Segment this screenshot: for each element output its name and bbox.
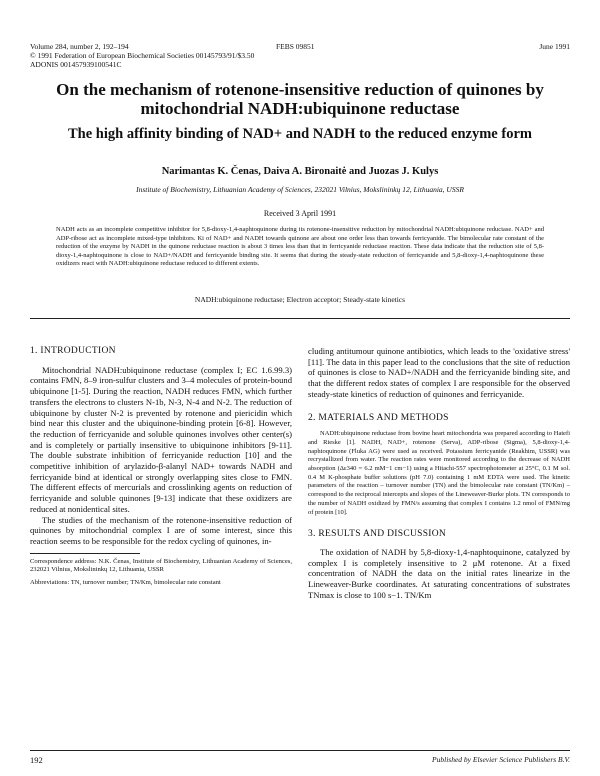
footer-divider bbox=[30, 750, 570, 751]
authors: Narimantas K. Čenas, Daiva A. Bironaitė and Juozas J. Kulys bbox=[161, 166, 439, 177]
issue-date: June 1991 bbox=[539, 42, 570, 51]
received-date: Received 3 April 1991 bbox=[263, 209, 337, 218]
affiliation: Institute of Biochemistry, Lithuanian Academy of Sciences, 232021 Vilnius, Mokslininkų 12, Lithuania, USSR bbox=[136, 185, 464, 194]
right-column bbox=[308, 346, 570, 600]
page-number: 192 bbox=[30, 755, 43, 765]
intro-paragraph-2: The studies of the mechanism of the rotenone-insensitive reduction of quinones by mitochondrial complex I are of some interest, since this reaction seems to be responsible for the redox cycling of quinones, in- bbox=[30, 514, 292, 546]
publisher-line: Published by Elsevier Science Publishers B.V. bbox=[432, 755, 570, 764]
intro-heading: 1. INTRODUCTION bbox=[30, 346, 116, 356]
correspondence-footnote: Correspondence address: N.K. Čenas, Institute of Biochemistry, Lithuanian Academy of Sciences, 232021 Vilnius, Mokslininkų 12, Lithuania, USSR bbox=[30, 557, 292, 573]
adonis-code: ADONIS 001457939100541C bbox=[30, 60, 122, 69]
paper-title: On the mechanism of rotenone-insensitive reduction of quinones by mitochondrial NADH:ubiquinone reductase bbox=[56, 80, 544, 118]
abstract: NADH acts as an incomplete competitive inhibitor for 5,8-dioxy-1,4-naphtoquinone during its rotenone-insensitive reduction by mitochondrial NADH:ubiquinone reductase. NAD+ and ADP-ribose act as incomplete mixed-type inhibitors. Ki of NAD+ and NADH towards quinone are about one order less than towards ferricyanide. The bimolecular rate constant of the reduction of the enzyme by NADH in the quinone reductase reaction is about 3 times less than that in ferricyanide reductase reaction. These data indicate that the reduction site of 5,8-dioxy-1,4-naphtoquinone is close to NAD+/NADH and ferricyanide binding site. It seems that during the steady-state reduction of ferricyanide and 5,8-dioxy-1,4-naphtoquinone these oxidizers react with NADH:ubiquinone reductase reduced to different extents. bbox=[56, 226, 544, 267]
results-heading: 3. RESULTS AND DISCUSSION bbox=[308, 529, 447, 540]
journal-volume: Volume 284, number 2, 192–194 bbox=[30, 42, 129, 51]
header-divider bbox=[30, 318, 570, 319]
methods-heading: 2. MATERIALS AND METHODS bbox=[308, 412, 449, 423]
footnote-divider bbox=[30, 553, 140, 554]
copyright-line: © 1991 Federation of European Biochemical Societies 00145793/91/$3.50 bbox=[30, 51, 255, 60]
intro-paragraph-1: Mitochondrial NADH:ubiquinone reductase (complex I; EC 1.6.99.3) contains FMN, 8–9 iron-sulfur clusters and 3–4 molecules of protein-bound ubiquinone [1-5]. During the reaction, NADH reduces FMN, which further transfers the electrons to clusters N-1b, N-3, N-4 and N-2. The reduction of ubiquinone by cluster N-2 is prevented by rotenone and piericidin which bind near this cluster and the ubiquinone-binding protein [6-8]. However, the reduction of ferricyanide and soluble quinones involves other center(s) and is completely or partially insensitive to ubiquinone inhibitors [9-11]. The double substrate inhibition of ferricyanide reduction [10] and the competitive inhibition of arylazido-β-alanyl NAD+ towards NADH and ferricyanide bind at identical or strongly overlapping sites close to FMN. The different effects of mercurials and crosslinking agents on reduction of ferricyanide and soluble quinones [9-13] indicate that these oxidizers are reduced at nonidentical sites. bbox=[30, 364, 292, 514]
abbreviations-footnote: Abbreviations: TN, turnover number; TN/Km, bimolecular rate constant bbox=[30, 578, 221, 586]
keywords: NADH:ubiquinone reductase; Electron acceptor; Steady-state kinetics bbox=[194, 295, 406, 304]
methods-text bbox=[308, 430, 570, 517]
left-column bbox=[30, 346, 292, 587]
intro-continuation: cluding antitumour quinone antibiotics, which leads to the 'oxidative stress' [11]. The data in this paper lead to the conclusions that the site of reduction of quinones is close to NAD+/NADH and the ferricyanide binding site, and that the different redox states of complex I are responsible for the observed steady-state kinetics of reduction of quinones and ferricyanide. bbox=[308, 346, 570, 399]
paper-subtitle: The high affinity binding of NAD+ and NADH to the reduced enzyme form bbox=[68, 126, 532, 142]
results-paragraph: The oxidation of NADH by 5,8-dioxy-1,4-naphtoquinone, catalyzed by complex I is completely insensitive to 2 μM rotenone. At a fixed concentration of NADH the data on the initial rates linearize in the Lineweaver-Burke coordinates. At saturating concentrations of substrates TNmax is close to 100 s−1. TN/Km bbox=[308, 546, 570, 600]
methods-paragraph: NADH:ubiquinone reductase from bovine heart mitochondria was prepared according to Hatefi and Rieske [1]. NADH, NAD+, rotenone (Serva), ADP-ribose (Sigma), 5,8-dioxy-1,4-naphtoquinone (Fluka AG) were used as received. Potassium ferricyanide (Reakhim, USSR) was recrystallized from water. The reaction rates were monitored according to the decrease of NADH absorption (Δε340 = 6.2 mM−1 cm−1) using a Hitachi-557 spectrophotometer at 25°C, 0.1 M sol. 0.4 M K-phosphate buffer solutions (pH 7.0) containing 1 mM EDTA were used. The kinetic parameters of the reaction – turnover number (TN) and the bimolecular rate constant (TN/Km) – correspond to the reciprocal intercepts and slopes of the Lineweaver-Burke plots. TN corresponds to the number of NADH oxidized by FMN/s assuming that complex I contains 1.2 nmol of FMN/mg of protein [10]. bbox=[308, 430, 570, 516]
febs-code: FEBS 09851 bbox=[276, 42, 315, 51]
